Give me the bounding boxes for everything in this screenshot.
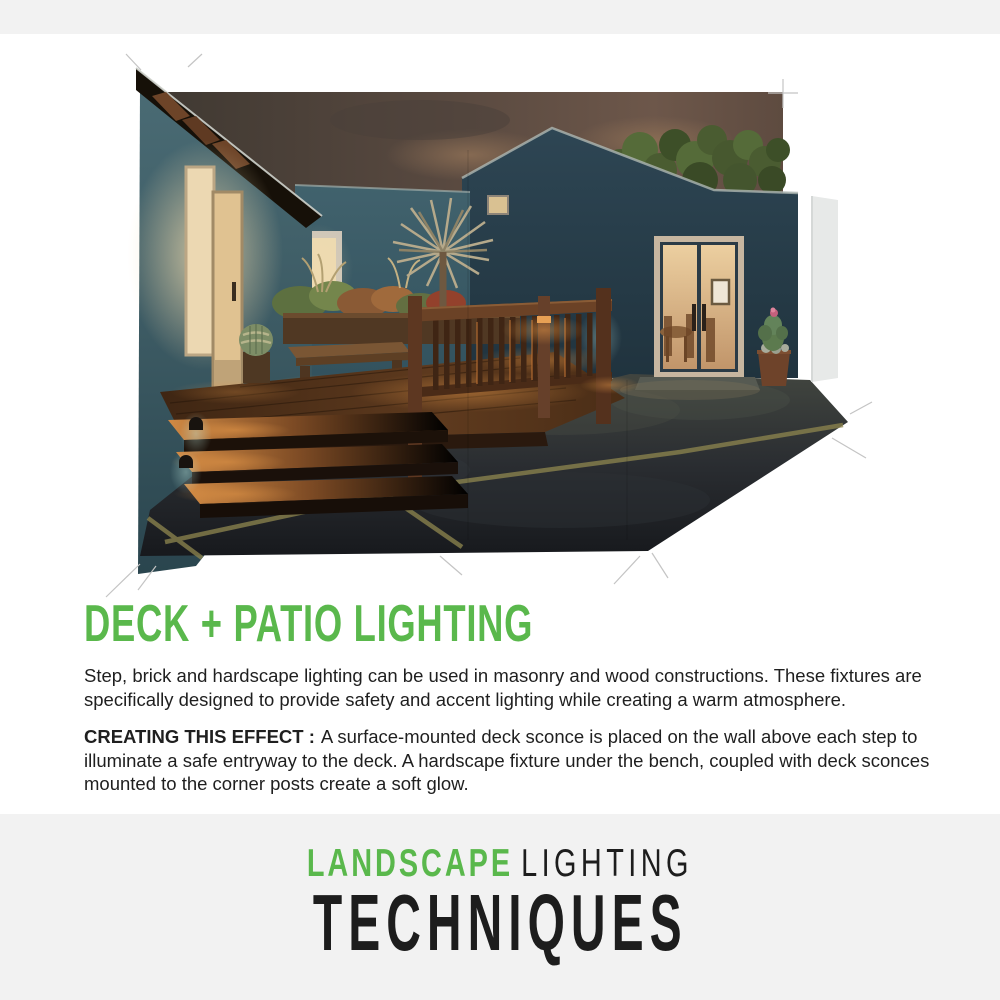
- gray-wall-strip: [812, 196, 838, 382]
- effect-body-text: A surface-mounted deck sconce is placed on the wall above each step to illuminate a safe entryway to the deck. A hardscape fixture under the bench, coupled with deck sconces mounted to the corner posts create a soft glow.: [84, 726, 930, 794]
- effect-lead-label: CREATING THIS EFFECT :: [84, 726, 315, 747]
- section-heading: [84, 595, 934, 653]
- planter-box: [283, 315, 520, 344]
- brand-word-landscape: LANDSCAPE: [306, 842, 514, 885]
- series-title-text: TECHNIQUES: [312, 878, 688, 967]
- intro-paragraph: Step, brick and hardscape lighting can be used in masonry and wood constructions. These fixtures are specifically designed to provide safety and accent lighting while creating a warm atmosphere.: [84, 665, 922, 710]
- door-handle: [232, 282, 236, 301]
- brand-word-lighting: LIGHTING: [521, 842, 694, 885]
- small-lit-window: [488, 196, 508, 214]
- effect-paragraph: [84, 725, 934, 796]
- section-heading-text: DECK + PATIO LIGHTING: [84, 595, 534, 653]
- footer-band: [0, 814, 1000, 1000]
- deck-steps: [168, 412, 468, 518]
- post-sconce: [537, 316, 551, 323]
- corner-post-right: [596, 288, 611, 424]
- copy-block: [84, 595, 934, 796]
- door-pull-left: [692, 304, 696, 331]
- series-title: [0, 878, 1000, 967]
- mid-post: [538, 296, 550, 418]
- door-pull-right: [702, 304, 706, 331]
- cactus-planter-left: [239, 324, 273, 383]
